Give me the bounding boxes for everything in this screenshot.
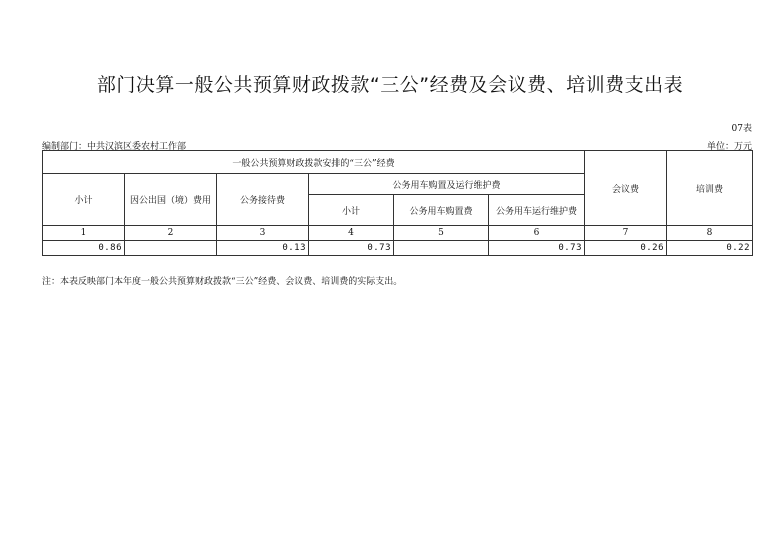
table-note: 注：本表反映部门本年度一般公共预算财政拨款“三公”经费、会议费、培训费的实际支出。 [42, 277, 403, 287]
header-vehicle-group: 公务用车购置及运行维护费 [309, 174, 585, 195]
value-meeting: 0.26 [585, 241, 667, 256]
header-vehicle-purchase: 公务用车购置费 [394, 195, 489, 226]
header-three-public-group: 一般公共预算财政拨款安排的“三公”经费 [43, 151, 585, 174]
column-number: 4 [309, 226, 394, 241]
value-row [43, 241, 753, 256]
column-number-row [43, 226, 753, 241]
value-vehicle-operation: 0.73 [489, 241, 585, 256]
column-number: 3 [217, 226, 309, 241]
value-reception: 0.13 [217, 241, 309, 256]
header-vehicle-operation: 公务用车运行维护费 [489, 195, 585, 226]
value-training: 0.22 [667, 241, 753, 256]
value-subtotal: 0.86 [43, 241, 125, 256]
column-number: 7 [585, 226, 667, 241]
header-reception: 公务接待费 [217, 174, 309, 226]
header-subtotal: 小计 [43, 174, 125, 226]
value-vehicle-purchase [394, 241, 489, 256]
expenditure-table [42, 150, 753, 256]
column-number: 1 [43, 226, 125, 241]
unit-label: 单位：万元 [706, 142, 752, 152]
header-training: 培训费 [667, 151, 753, 226]
report-title: 部门决算一般公共预算财政拨款“三公”经费及会议费、培训费支出表 [96, 74, 684, 96]
column-number: 8 [667, 226, 753, 241]
value-vehicle-subtotal: 0.73 [309, 241, 394, 256]
value-abroad [125, 241, 217, 256]
header-vehicle-subtotal: 小计 [309, 195, 394, 226]
compiling-department: 编制部门：中共汉滨区委农村工作部 [42, 142, 187, 152]
header-meeting: 会议费 [585, 151, 667, 226]
column-number: 5 [394, 226, 489, 241]
column-number: 2 [125, 226, 217, 241]
header-abroad: 因公出国（境）费用 [125, 174, 217, 226]
table-number: 07表 [731, 124, 752, 134]
column-number: 6 [489, 226, 585, 241]
